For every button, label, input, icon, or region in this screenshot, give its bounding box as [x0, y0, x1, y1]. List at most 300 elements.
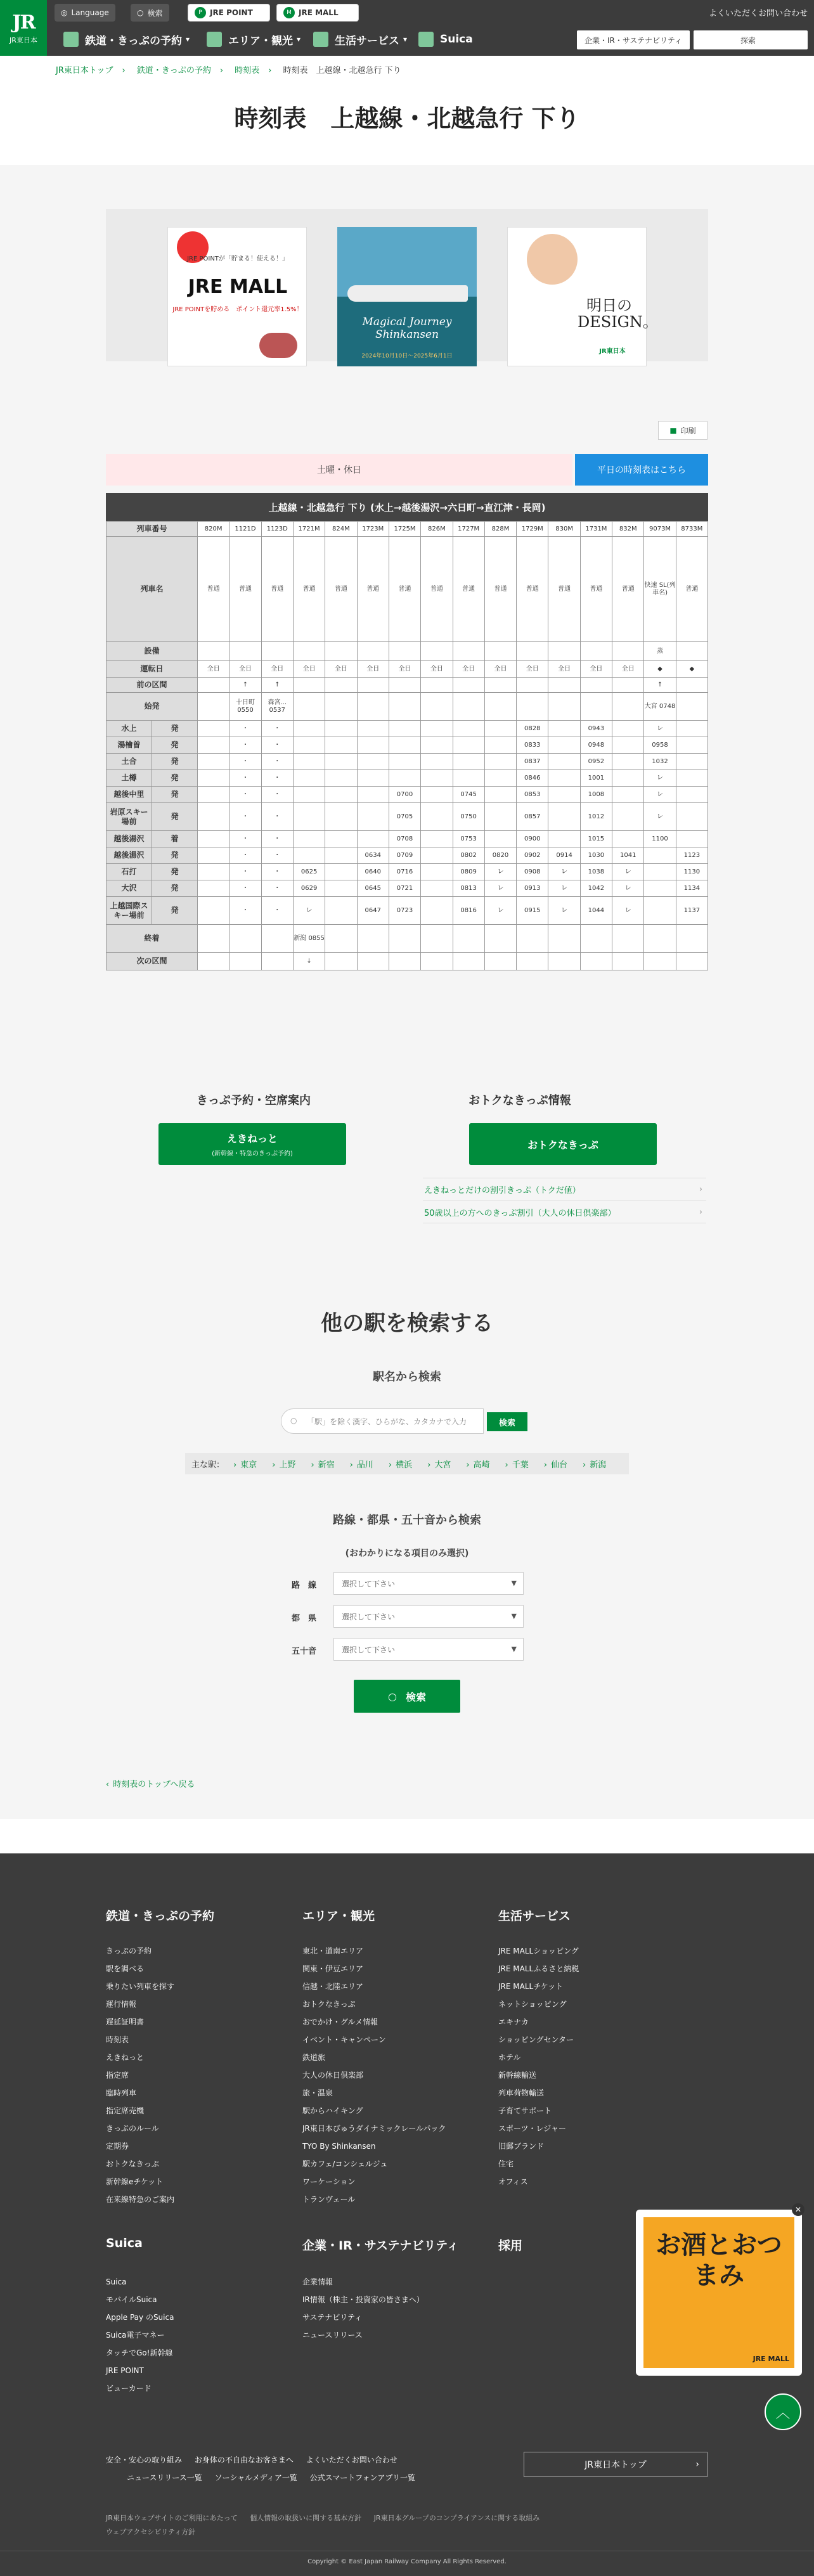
station-link[interactable]: › 品川	[350, 1458, 373, 1470]
time-cell	[421, 787, 453, 803]
scroll-to-top-button[interactable]	[765, 2393, 801, 2430]
footer-corp-links	[302, 2273, 424, 2344]
footer-suica-links	[106, 2273, 174, 2397]
timetable-grid	[106, 521, 708, 970]
time-cell: レ	[644, 770, 676, 787]
time-cell: 0625	[293, 864, 325, 880]
footer-link[interactable]: おトクなきっぷ	[302, 2000, 356, 2009]
footer-link[interactable]: 乗りたい列車を探す	[106, 1982, 175, 1991]
table-row	[107, 661, 708, 678]
table-cell	[389, 953, 420, 970]
link-label: 50歳以上の方へのきっぷ割引（大人の休日倶楽部）	[424, 1208, 616, 1218]
jre-point-icon: P	[195, 7, 206, 18]
table-cell: 全日	[580, 661, 612, 678]
time-cell: ・	[229, 721, 261, 737]
time-cell: ・	[261, 897, 293, 925]
table-row	[107, 754, 708, 770]
footer-link[interactable]: JRE MALLふるさと納税	[498, 1964, 579, 1973]
table-cell	[676, 642, 707, 661]
magical-journey-banner[interactable]	[337, 227, 477, 366]
table-cell: 普通	[612, 537, 644, 642]
suica-icon	[418, 32, 434, 47]
time-cell: レ	[644, 721, 676, 737]
table-cell	[484, 642, 516, 661]
banner-caption: JRE POINTを貯める ポイント還元率1.5%！	[172, 306, 303, 313]
design-banner[interactable]	[507, 227, 658, 366]
time-cell	[325, 831, 357, 847]
kana-label: 五十音	[292, 1647, 317, 1656]
footer-link[interactable]: 時刻表	[106, 2035, 129, 2044]
chevron-down-icon: ▼	[511, 1612, 517, 1620]
crumb-top[interactable]: JR東日本トップ	[56, 66, 113, 75]
table-cell	[580, 678, 612, 693]
time-cell	[293, 803, 325, 831]
time-cell	[548, 831, 580, 847]
table-cell: 全日	[548, 661, 580, 678]
table-cell	[612, 925, 644, 953]
table-cell	[548, 693, 580, 721]
table-cell	[644, 925, 676, 953]
crumb-timetable[interactable]: 時刻表	[235, 66, 260, 75]
table-cell: 1723M	[357, 522, 389, 537]
footer-area-links	[302, 1942, 446, 2208]
route-search-button[interactable]	[354, 1680, 460, 1713]
footer-link[interactable]: JR東日本びゅうダイナミックレールパック	[302, 2124, 446, 2133]
time-cell	[198, 864, 229, 880]
footer-accessibility-link[interactable]: ウェブアクセシビリティ方針	[106, 2528, 196, 2536]
table-cell	[389, 925, 420, 953]
footer-link[interactable]: ニュースリリース一覧	[127, 2473, 202, 2482]
station-search-button[interactable]: 検索	[487, 1412, 527, 1431]
table-row	[107, 953, 708, 970]
value-tickets-title: おトクなきっぷ情報	[468, 1094, 571, 1107]
station-name: 土合	[107, 754, 152, 770]
kana-select[interactable]	[333, 1638, 524, 1661]
time-cell	[644, 897, 676, 925]
table-cell	[357, 678, 389, 693]
footer-corp-title[interactable]: 企業・IR・サステナビリティ	[302, 2239, 459, 2253]
footer-link[interactable]: イベント・キャンペーン	[302, 2035, 386, 2044]
footer-link[interactable]: モバイルSuica	[106, 2295, 157, 2304]
time-cell	[644, 864, 676, 880]
search-by-route-note: (おわかりになる項目のみ選択)	[345, 1549, 469, 1559]
time-cell	[198, 847, 229, 864]
footer-link[interactable]: 臨時列車	[106, 2089, 137, 2097]
jre-mall-banner[interactable]	[167, 227, 307, 366]
footer-link[interactable]: ショッピングセンター	[498, 2035, 574, 2044]
time-cell	[389, 721, 420, 737]
footer-link[interactable]: ネットショッピング	[498, 2000, 567, 2009]
time-cell: ・	[261, 770, 293, 787]
back-to-timetable-top[interactable]	[106, 1777, 195, 1789]
time-cell	[548, 787, 580, 803]
footer-link[interactable]: ビューカード	[106, 2384, 152, 2393]
route-label: 路 線	[292, 1581, 317, 1590]
banner-brand: JR東日本	[599, 348, 626, 355]
time-cell	[548, 770, 580, 787]
globe-icon: ◎	[61, 8, 68, 17]
footer-link[interactable]: 大人の休日倶楽部	[302, 2071, 364, 2080]
map-icon	[207, 32, 222, 47]
time-cell: レ	[484, 864, 516, 880]
table-cell: 全日	[389, 661, 420, 678]
route-select[interactable]	[333, 1572, 524, 1595]
table-cell	[517, 642, 548, 661]
time-cell: 0816	[453, 897, 484, 925]
footer-link[interactable]: 旧郵ブランド	[498, 2142, 545, 2151]
table-row	[107, 737, 708, 754]
time-cell	[325, 721, 357, 737]
floating-ad[interactable]	[636, 2205, 802, 2376]
row-label: 次の区間	[107, 953, 198, 970]
time-cell	[357, 831, 389, 847]
legal-link[interactable]: JR東日本グループのコンプライアンスに関する取組み	[373, 2514, 540, 2522]
ekinet-button[interactable]	[158, 1123, 346, 1165]
time-cell: ・	[261, 721, 293, 737]
footer-life-title[interactable]: 生活サービス	[498, 1909, 571, 1923]
footer-railway-title[interactable]: 鉄道・きっぷの予約	[106, 1909, 215, 1923]
table-cell	[484, 678, 516, 693]
otona-link[interactable]	[423, 1201, 706, 1223]
nav-life[interactable]	[313, 28, 407, 51]
table-cell	[229, 642, 261, 661]
time-cell: 0820	[484, 847, 516, 864]
station-link[interactable]: › 上野	[272, 1458, 295, 1470]
printer-icon: ■	[669, 426, 677, 435]
table-cell: 1725M	[389, 522, 420, 537]
footer-link[interactable]: 遅延証明書	[106, 2018, 145, 2026]
time-cell: 0721	[389, 880, 420, 897]
table-row	[107, 693, 708, 721]
crumb-separator: ›	[219, 66, 224, 75]
time-cell: ・	[261, 847, 293, 864]
table-cell: 普通	[421, 537, 453, 642]
footer-link[interactable]: 鉄道旅	[302, 2053, 326, 2062]
station-link[interactable]: › 新潟	[583, 1458, 606, 1470]
time-cell: 1015	[580, 831, 612, 847]
footer-suica-title[interactable]: Suica	[106, 2236, 143, 2250]
nav-suica[interactable]	[418, 28, 473, 51]
table-cell: 全日	[261, 661, 293, 678]
table-cell: 森宮... 0537	[261, 693, 293, 721]
time-cell: ・	[229, 803, 261, 831]
footer-link[interactable]: 運行情報	[106, 2000, 137, 2009]
jr-east-logo[interactable]	[0, 0, 47, 56]
table-cell: 普通	[517, 537, 548, 642]
table-cell	[421, 693, 453, 721]
ekinet-sublabel: (新幹線・特急のきっぷ予約)	[212, 1150, 293, 1157]
table-cell	[517, 953, 548, 970]
footer-link[interactable]: きっぷの予約	[106, 1947, 152, 1955]
footer-link[interactable]: 旅・温泉	[302, 2089, 333, 2097]
footer-link[interactable]: JRE MALLチケット	[498, 1982, 564, 1991]
table-cell	[421, 678, 453, 693]
table-cell	[484, 953, 516, 970]
link-label: えきねっとだけの割引きっぷ（トクだ値）	[424, 1186, 581, 1195]
time-cell: 0857	[517, 803, 548, 831]
jre-point-button[interactable]	[188, 4, 270, 22]
table-cell	[357, 693, 389, 721]
time-cell: 0908	[517, 864, 548, 880]
table-cell	[580, 642, 612, 661]
footer-area-title[interactable]: エリア・観光	[302, 1909, 375, 1923]
time-cell	[676, 787, 707, 803]
table-cell: ↓	[293, 953, 325, 970]
language-button[interactable]	[55, 4, 115, 22]
table-cell	[325, 925, 357, 953]
print-button[interactable]	[658, 421, 707, 440]
time-cell: 1130	[676, 864, 707, 880]
footer-link[interactable]: トランヴェール	[302, 2195, 356, 2204]
footer-link[interactable]: Suica	[106, 2277, 127, 2286]
footer-link[interactable]: ソーシャルメディア一覧	[214, 2473, 297, 2482]
time-cell	[484, 737, 516, 754]
time-cell: 1038	[580, 864, 612, 880]
footer-link[interactable]: えきねっと	[106, 2053, 145, 2062]
chevron-down-icon: ▾	[403, 35, 408, 44]
footer-link[interactable]: ワーケーション	[302, 2177, 356, 2186]
footer-link[interactable]: 新幹線輸送	[498, 2071, 537, 2080]
tab-weekday[interactable]: 平日の時刻表はこちら	[575, 454, 708, 486]
table-cell: 1731M	[580, 522, 612, 537]
time-cell	[644, 847, 676, 864]
footer-link[interactable]: スポーツ・レジャー	[498, 2124, 566, 2133]
time-cell	[676, 770, 707, 787]
search-by-name-title: 駅名から検索	[373, 1370, 441, 1384]
meat-image	[259, 333, 297, 358]
footer-link[interactable]: おトクなきっぷ	[106, 2160, 159, 2168]
table-cell	[484, 925, 516, 953]
value-tickets-button[interactable]	[469, 1123, 657, 1165]
station-search-input[interactable]	[281, 1408, 484, 1434]
footer-link[interactable]: TYO By Shinkansen	[302, 2142, 376, 2151]
footer-link[interactable]: 指定席	[106, 2071, 129, 2080]
time-cell	[357, 737, 389, 754]
nav-railway[interactable]	[63, 28, 190, 51]
table-cell: 大宮 0748	[644, 693, 676, 721]
close-icon[interactable]: ✕	[792, 2203, 804, 2216]
table-cell	[325, 693, 357, 721]
time-cell: 1012	[580, 803, 612, 831]
table-cell: 1729M	[517, 522, 548, 537]
footer-link[interactable]: 指定席売機	[106, 2106, 145, 2115]
time-cell: 0902	[517, 847, 548, 864]
station-link[interactable]: › 大宮	[427, 1458, 451, 1470]
table-cell	[293, 693, 325, 721]
nav-area-label: エリア・観光	[228, 34, 293, 48]
footer-link[interactable]: オフィス	[498, 2177, 528, 2186]
crumb-separator: ›	[122, 66, 126, 75]
time-cell: 1041	[612, 847, 644, 864]
pref-select[interactable]	[333, 1605, 524, 1628]
direction-label: 着	[152, 831, 198, 847]
time-cell: 1137	[676, 897, 707, 925]
table-cell: ◆	[676, 661, 707, 678]
time-cell	[357, 803, 389, 831]
crumb-railway[interactable]: 鉄道・きっぷの予約	[136, 66, 211, 75]
footer-link[interactable]: 信越・北陸エリア	[302, 1982, 364, 1991]
legal-link[interactable]: JR東日本ウェブサイトのご利用にあたって	[106, 2514, 238, 2522]
time-cell: ・	[229, 770, 261, 787]
row-label: 前の区間	[107, 678, 198, 693]
chevron-right-icon: ›	[699, 1185, 702, 1194]
time-cell: 0914	[548, 847, 580, 864]
footer-link[interactable]: 関東・伊豆エリア	[302, 1964, 364, 1973]
search-icon: ○	[290, 1416, 297, 1425]
footer-link[interactable]: 子育てサポート	[498, 2106, 552, 2115]
table-cell	[580, 953, 612, 970]
table-cell: 普通	[229, 537, 261, 642]
table-row	[107, 831, 708, 847]
table-cell	[293, 678, 325, 693]
time-cell	[198, 897, 229, 925]
footer-bottom-links-1	[106, 2454, 408, 2465]
time-cell: 0640	[357, 864, 389, 880]
logo-text: JR東日本	[10, 35, 37, 44]
search-button[interactable]	[131, 4, 169, 22]
row-label: 始発	[107, 693, 198, 721]
table-cell	[261, 925, 293, 953]
table-cell	[198, 925, 229, 953]
time-cell: 0915	[517, 897, 548, 925]
time-cell	[644, 880, 676, 897]
jre-mall-label: JRE MALL	[299, 8, 339, 17]
footer-link[interactable]: おでかけ・グルメ情報	[302, 2018, 378, 2026]
time-cell: 1008	[580, 787, 612, 803]
footer-link[interactable]: お身体の不自由なお客さまへ	[194, 2456, 294, 2464]
time-cell	[484, 754, 516, 770]
footer-link[interactable]: ホテル	[498, 2053, 521, 2062]
table-cell	[229, 925, 261, 953]
time-cell: 0833	[517, 737, 548, 754]
footer-link[interactable]: 東北・道南エリア	[302, 1947, 364, 1955]
time-cell: ・	[229, 897, 261, 925]
table-cell: 普通	[293, 537, 325, 642]
direction-label: 発	[152, 787, 198, 803]
jre-mall-icon: M	[283, 7, 295, 18]
footer-link[interactable]: 列車荷物輸送	[498, 2089, 545, 2097]
station-link[interactable]: › 高崎	[466, 1458, 489, 1470]
banner-title: JRE MALL	[188, 276, 288, 298]
footer-link[interactable]: サステナビリティ	[302, 2313, 363, 2322]
footer-link[interactable]: JRE MALLショッピング	[498, 1947, 579, 1955]
station-link[interactable]: › 東京	[233, 1458, 257, 1470]
time-cell	[293, 721, 325, 737]
station-link[interactable]: › 横浜	[389, 1458, 412, 1470]
table-cell: ↑	[229, 678, 261, 693]
footer-link[interactable]: 駅カフェ/コンシェルジュ	[302, 2160, 388, 2168]
footer-link[interactable]: 公式スマートフォンアプリ一覧	[309, 2473, 415, 2482]
time-cell	[484, 721, 516, 737]
footer-link[interactable]: Suica電子マネー	[106, 2331, 165, 2340]
footer-link[interactable]: Apple Pay のSuica	[106, 2313, 174, 2322]
table-cell: 普通	[325, 537, 357, 642]
time-cell	[484, 831, 516, 847]
tokudane-link[interactable]	[423, 1178, 706, 1201]
table-cell	[389, 642, 420, 661]
table-cell	[580, 925, 612, 953]
table-row	[107, 721, 708, 737]
footer-link[interactable]: 定期券	[106, 2142, 129, 2151]
table-cell	[421, 925, 453, 953]
faq-link[interactable]: よくいただくお問い合わせ	[708, 9, 808, 18]
chevron-left-icon: ‹	[106, 1780, 110, 1789]
time-cell: 0708	[389, 831, 420, 847]
corporate-link[interactable]: 企業・IR・サステナビリティ	[577, 30, 690, 49]
footer-link[interactable]: IR情報（株主・投資家の皆さまへ）	[302, 2295, 424, 2304]
jr-top-label: JR東日本トップ	[585, 2460, 647, 2470]
time-cell	[325, 787, 357, 803]
station-link[interactable]: › 仙台	[544, 1458, 567, 1470]
footer-link[interactable]: JRE POINT	[106, 2366, 144, 2375]
footer-link[interactable]: 駅からハイキング	[302, 2106, 363, 2115]
footer-recruit-title[interactable]: 採用	[498, 2239, 523, 2253]
timetable	[106, 493, 708, 970]
time-cell	[484, 787, 516, 803]
tab-holiday[interactable]: 土曜・休日	[106, 454, 572, 486]
time-cell: レ	[548, 880, 580, 897]
time-cell	[421, 803, 453, 831]
time-cell: 0900	[517, 831, 548, 847]
time-cell	[676, 737, 707, 754]
footer-link[interactable]: よくいただくお問い合わせ	[306, 2456, 397, 2464]
footer-link[interactable]: 新幹線eチケット	[106, 2177, 164, 2186]
time-cell: ・	[229, 864, 261, 880]
legal-link[interactable]: 個人情報の取扱いに関する基本方針	[250, 2514, 362, 2522]
jre-mall-button[interactable]	[276, 4, 359, 22]
footer-link[interactable]: 在来線特急のご案内	[106, 2195, 175, 2204]
row-label: 運転日	[107, 661, 198, 678]
direction-label: 発	[152, 770, 198, 787]
site-header	[0, 0, 814, 56]
footer-link[interactable]: きっぷのルール	[106, 2124, 159, 2133]
footer-legal-links	[106, 2513, 550, 2523]
table-cell: 830M	[548, 522, 580, 537]
table-cell: 全日	[484, 661, 516, 678]
pref-select-row	[292, 1605, 522, 1628]
time-cell	[325, 754, 357, 770]
nav-area[interactable]	[207, 28, 300, 51]
table-cell	[198, 953, 229, 970]
print-label: 印刷	[680, 426, 696, 435]
footer-link[interactable]: 駅を調べる	[106, 1964, 145, 1973]
station-link[interactable]: › 新宿	[311, 1458, 334, 1470]
footer-jr-top-button[interactable]	[524, 2452, 707, 2477]
footer-link[interactable]: ニュースリリース	[302, 2331, 363, 2340]
time-cell	[325, 897, 357, 925]
station-link[interactable]: › 千葉	[505, 1458, 529, 1470]
table-cell	[389, 693, 420, 721]
footer-link[interactable]: エキナカ	[498, 2018, 529, 2026]
footer-link[interactable]: 住宅	[498, 2160, 514, 2168]
header-search[interactable]: 探索	[694, 30, 808, 49]
footer-link[interactable]: タッチでGo!新幹線	[106, 2348, 173, 2357]
time-cell	[293, 847, 325, 864]
footer-link[interactable]: 企業情報	[302, 2277, 333, 2286]
kana-select-value: 選択して下さい	[342, 1645, 396, 1654]
breadcrumb	[56, 63, 410, 75]
footer-link[interactable]: 安全・安心の取り組み	[106, 2456, 183, 2464]
table-cell	[357, 642, 389, 661]
time-cell: 1042	[580, 880, 612, 897]
nav-life-label: 生活サービス	[335, 34, 399, 48]
table-cell: 十日町 0550	[229, 693, 261, 721]
direction-label: 発	[152, 754, 198, 770]
time-cell: 0802	[453, 847, 484, 864]
time-cell	[612, 721, 644, 737]
kana-select-row	[292, 1638, 522, 1661]
time-cell	[421, 737, 453, 754]
